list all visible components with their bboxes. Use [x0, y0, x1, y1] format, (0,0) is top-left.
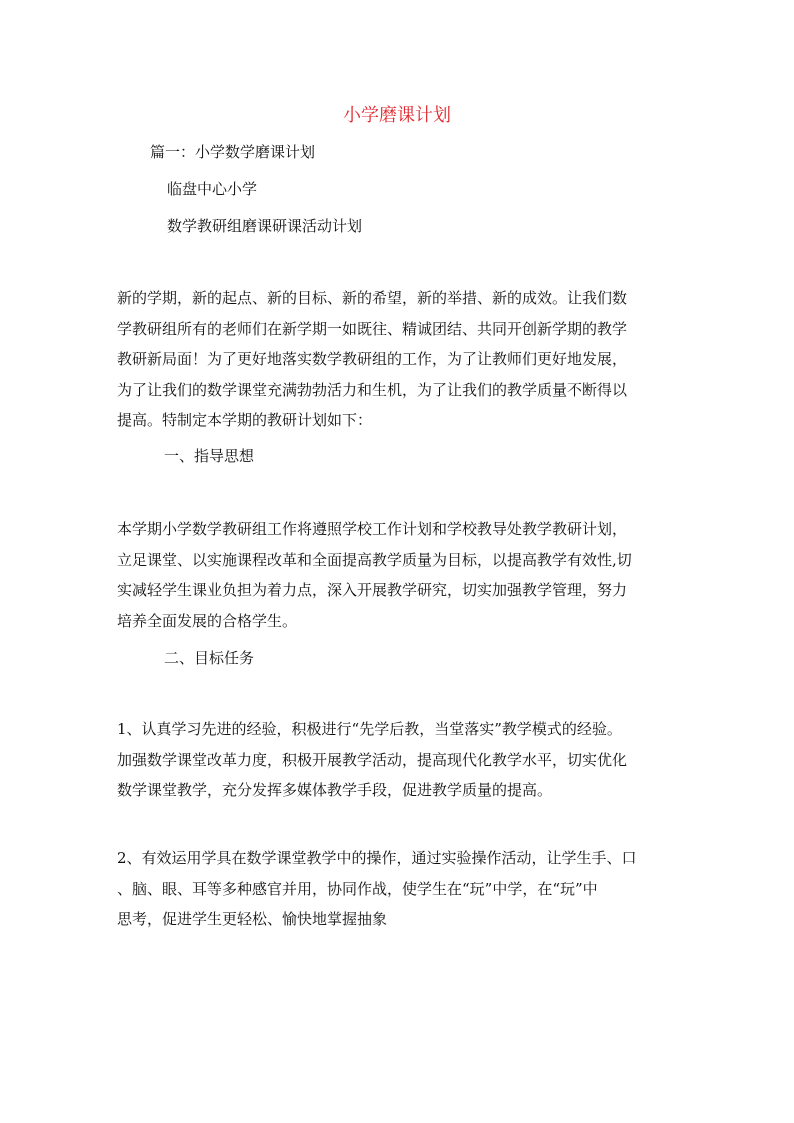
- intro-line: 学教研组所有的老师们在新学期一如既往、精诚团结、共同开创新学期的教学: [117, 319, 628, 338]
- intro-line: 教研新局面！为了更好地落实数学教研组的工作，为了让教师们更好地发展，: [117, 350, 628, 368]
- item1-line: 加强数学课堂改革力度，积极开展教学活动，提高现代化教学水平，切实优化: [117, 750, 628, 769]
- item2-line: 、脑、眼、耳等多种感官并用，协同作战，使学生在“玩”中学，在“玩”中: [117, 879, 598, 898]
- item1-paragraph: [117, 714, 677, 806]
- section2-heading: 二、目标任务: [164, 649, 255, 667]
- item2-line: 思考，促进学生更轻松、愉快地掌握抽象: [117, 910, 388, 928]
- section1-line: 培养全面发展的合格学生。: [117, 611, 298, 630]
- item2-paragraph: [117, 843, 677, 935]
- chapter-heading: 篇一：小学数学磨课计划: [150, 143, 316, 161]
- intro-line: 为了让我们的数学课堂充满勃勃活力和生机，为了让我们的教学质量不断得以: [117, 380, 628, 399]
- item1-line: 数学课堂教学，充分发挥多媒体教学手段，促进教学质量的提高。: [117, 781, 553, 799]
- document-title: 小学磨课计划: [343, 105, 451, 126]
- section1-line: 本学期小学数学教研组工作将遵照学校工作计划和学校教导处教学教研计划，: [117, 520, 628, 538]
- intro-paragraph: [117, 283, 677, 436]
- section1-paragraph: [117, 514, 677, 636]
- item2-line: 2、有效运用学具在数学课堂教学中的操作，通过实验操作活动，让学生手、口: [117, 849, 637, 867]
- section1-heading: 一、指导思想: [164, 447, 255, 465]
- plan-name: 数学教研组磨课研课活动计划: [167, 217, 363, 235]
- intro-line: 新的学期，新的起点、新的目标、新的希望，新的举措、新的成效。让我们数: [117, 289, 628, 307]
- intro-line: 提高。特制定本学期的教研计划如下：: [117, 411, 373, 429]
- item1-line: 1、认真学习先进的经验，积极进行“先学后教，当堂落实”教学模式的经验。: [117, 720, 622, 738]
- school-name: 临盘中心小学: [167, 180, 258, 198]
- section1-line: 立足课堂、以实施课程改革和全面提高教学质量为目标，以提高教学有效性,切: [117, 550, 632, 569]
- section1-line: 实减轻学生课业负担为着力点，深入开展教学研究，切实加强教学管理，努力: [117, 581, 628, 599]
